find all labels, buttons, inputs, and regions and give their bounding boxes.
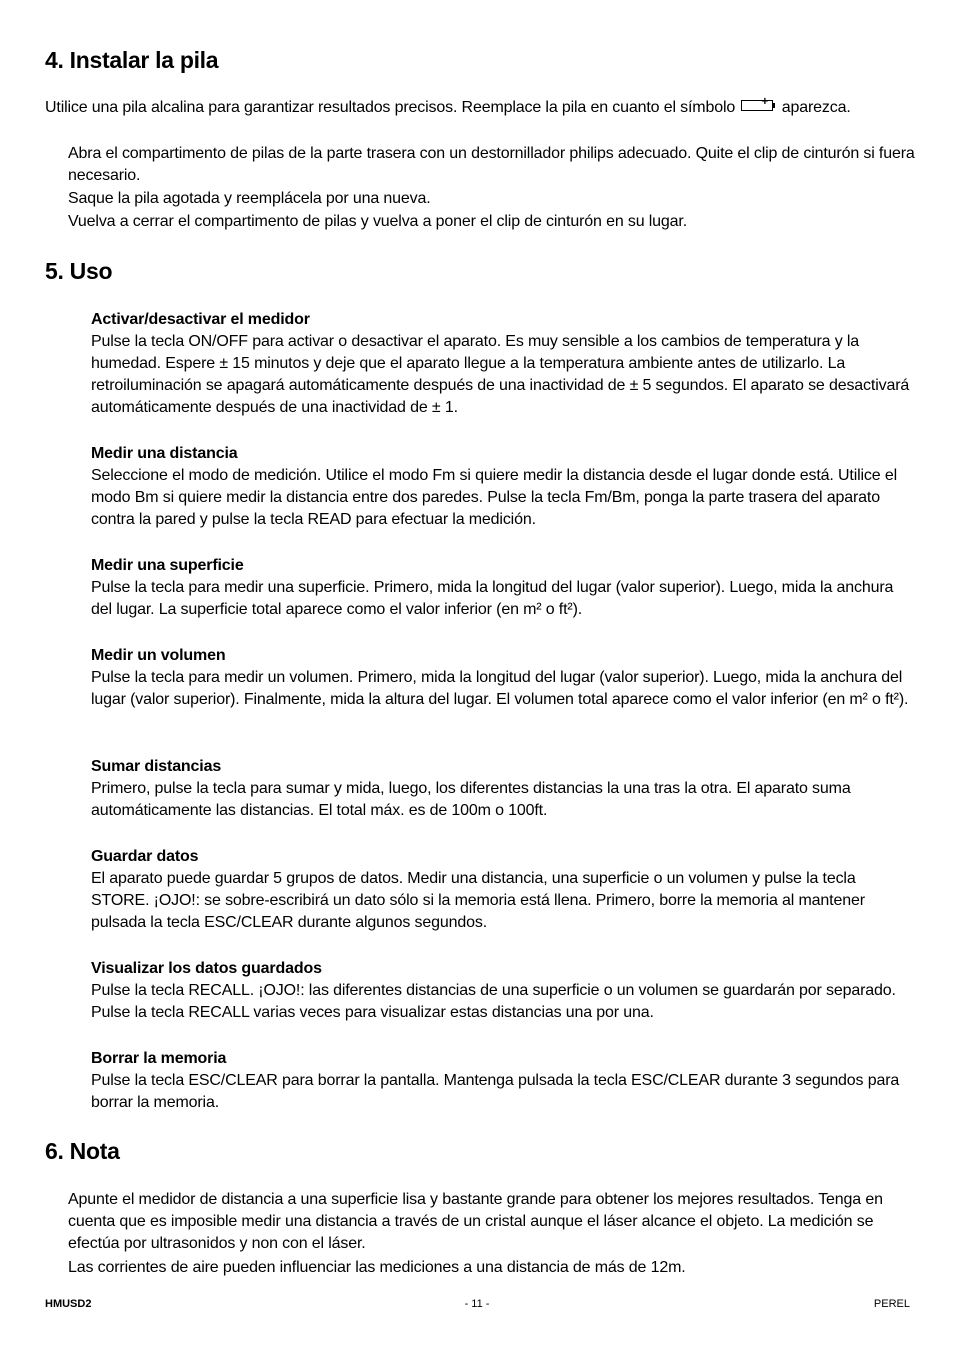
subsection-activar: [91, 309, 916, 419]
subsection-guardar-datos: [91, 846, 916, 934]
subsection-medir-distancia: [91, 443, 916, 531]
footer-model: HMUSD2: [45, 1298, 92, 1310]
subsection-title: Guardar datos: [91, 848, 199, 865]
subsection-body: Pulse la tecla para medir un volumen. Primero, mida la longitud del lugar (valor superior). Luego, mida la anchura del lugar (valor superior). Finalmente, mida la altura del lugar. El volumen total aparece como el valor inferior (en m² o ft²).: [91, 669, 909, 708]
nota-paragraph-1: Apunte el medidor de distancia a una superficie lisa y bastante grande para obtener los mejores resultados. Tenga en cuenta que es imposible medir una distancia a través de un cristal aunque el láser alcance el objeto. La medición se efectúa por ultrasonidos y non con el láser.: [68, 1191, 883, 1252]
subsection-title: Visualizar los datos guardados: [91, 960, 322, 977]
subsection-body: Pulse la tecla ESC/CLEAR para borrar la pantalla. Mantenga pulsada la tecla ESC/CLEAR durante 3 segundos para borrar la memoria.: [91, 1072, 900, 1111]
battery-intro-paragraph: [45, 94, 915, 119]
subsection-title: Borrar la memoria: [91, 1050, 227, 1067]
subsection-title: Medir un volumen: [91, 647, 226, 664]
footer-brand: PEREL: [873, 1298, 910, 1310]
section-heading-uso: 5. Uso: [45, 258, 113, 284]
battery-step-1: Abra el compartimento de pilas de la parte trasera con un destornillador philips adecuado. Quite el clip de cinturón si fuera necesario.: [68, 145, 915, 184]
subsection-title: Sumar distancias: [91, 758, 222, 775]
subsection-borrar-memoria: [91, 1048, 916, 1114]
nota-paragraph-2: Las corrientes de aire pueden influenciar las mediciones a una distancia de más de 12m.: [68, 1259, 686, 1276]
subsection-body: Seleccione el modo de medición. Utilice el modo Fm si quiere medir la distancia desde el lugar donde está. Utilice el modo Bm si quiere medir la distancia entre dos paredes. Pulse la tecla Fm/Bm, ponga la parte trasera del aparato contra la pared y pulse la tecla READ para efectuar la medición.: [91, 467, 897, 528]
battery-intro-text-end: aparezca.: [781, 99, 851, 116]
battery-intro-text: Utilice una pila alcalina para garantizar resultados precisos. Reemplace la pila en cuanto el símbolo: [45, 99, 736, 116]
subsection-medir-superficie: [91, 555, 916, 621]
subsection-sumar-distancias: [91, 756, 916, 822]
section-heading-nota: 6. Nota: [45, 1138, 120, 1164]
subsection-medir-volumen: [91, 645, 916, 711]
subsection-body: Primero, pulse la tecla para sumar y mida, luego, los diferentes distancias la una tras la otra. El aparato suma automáticamente las distancias. El total máx. es de 100m o 100ft.: [91, 780, 851, 819]
battery-step-3: Vuelva a cerrar el compartimento de pilas y vuelva a poner el clip de cinturón en su lugar.: [68, 213, 687, 230]
subsection-title: Activar/desactivar el medidor: [91, 311, 310, 328]
section-heading-instalar-la-pila: 4. Instalar la pila: [45, 47, 219, 73]
subsection-body: Pulse la tecla para medir una superficie. Primero, mida la longitud del lugar (valor superior). Luego, mida la anchura del lugar. La superficie total aparece como el valor inferior (en m² o ft²).: [91, 579, 894, 618]
subsection-title: Medir una distancia: [91, 445, 238, 462]
subsection-title: Medir una superficie: [91, 557, 244, 574]
subsection-body: Pulse la tecla RECALL. ¡OJO!: las diferentes distancias de una superficie o un volumen se guardarán por separado. Pulse la tecla RECALL varias veces para visualizar estas distancias una por una.: [91, 982, 896, 1021]
subsection-body: Pulse la tecla ON/OFF para activar o desactivar el aparato. Es muy sensible a los cambios de temperatura y la humedad. Espere ± 15 minutos y deje que el aparato llegue a la temperatura ambiente antes de utilizarlo. La retroiluminación se apagará automáticamente después de una inactividad de ± 5 segundos. El aparato se desactivará automáticamente después de una inactividad de ± 1.: [91, 333, 910, 416]
footer-page-number: - 11 -: [464, 1298, 490, 1310]
subsection-body: El aparato puede guardar 5 grupos de datos. Medir una distancia, una superficie o un volumen y pulse la tecla STORE. ¡OJO!: se sobre-escribirá un dato sólo si la memoria está llena. Primero, borre la memoria al mantener pulsada la tecla ESC/CLEAR durante algunos segundos.: [91, 870, 865, 931]
subsection-visualizar-datos: [91, 958, 916, 1024]
battery-icon: +: [741, 100, 775, 111]
battery-step-2: Saque la pila agotada y reemplácela por una nueva.: [68, 190, 431, 207]
